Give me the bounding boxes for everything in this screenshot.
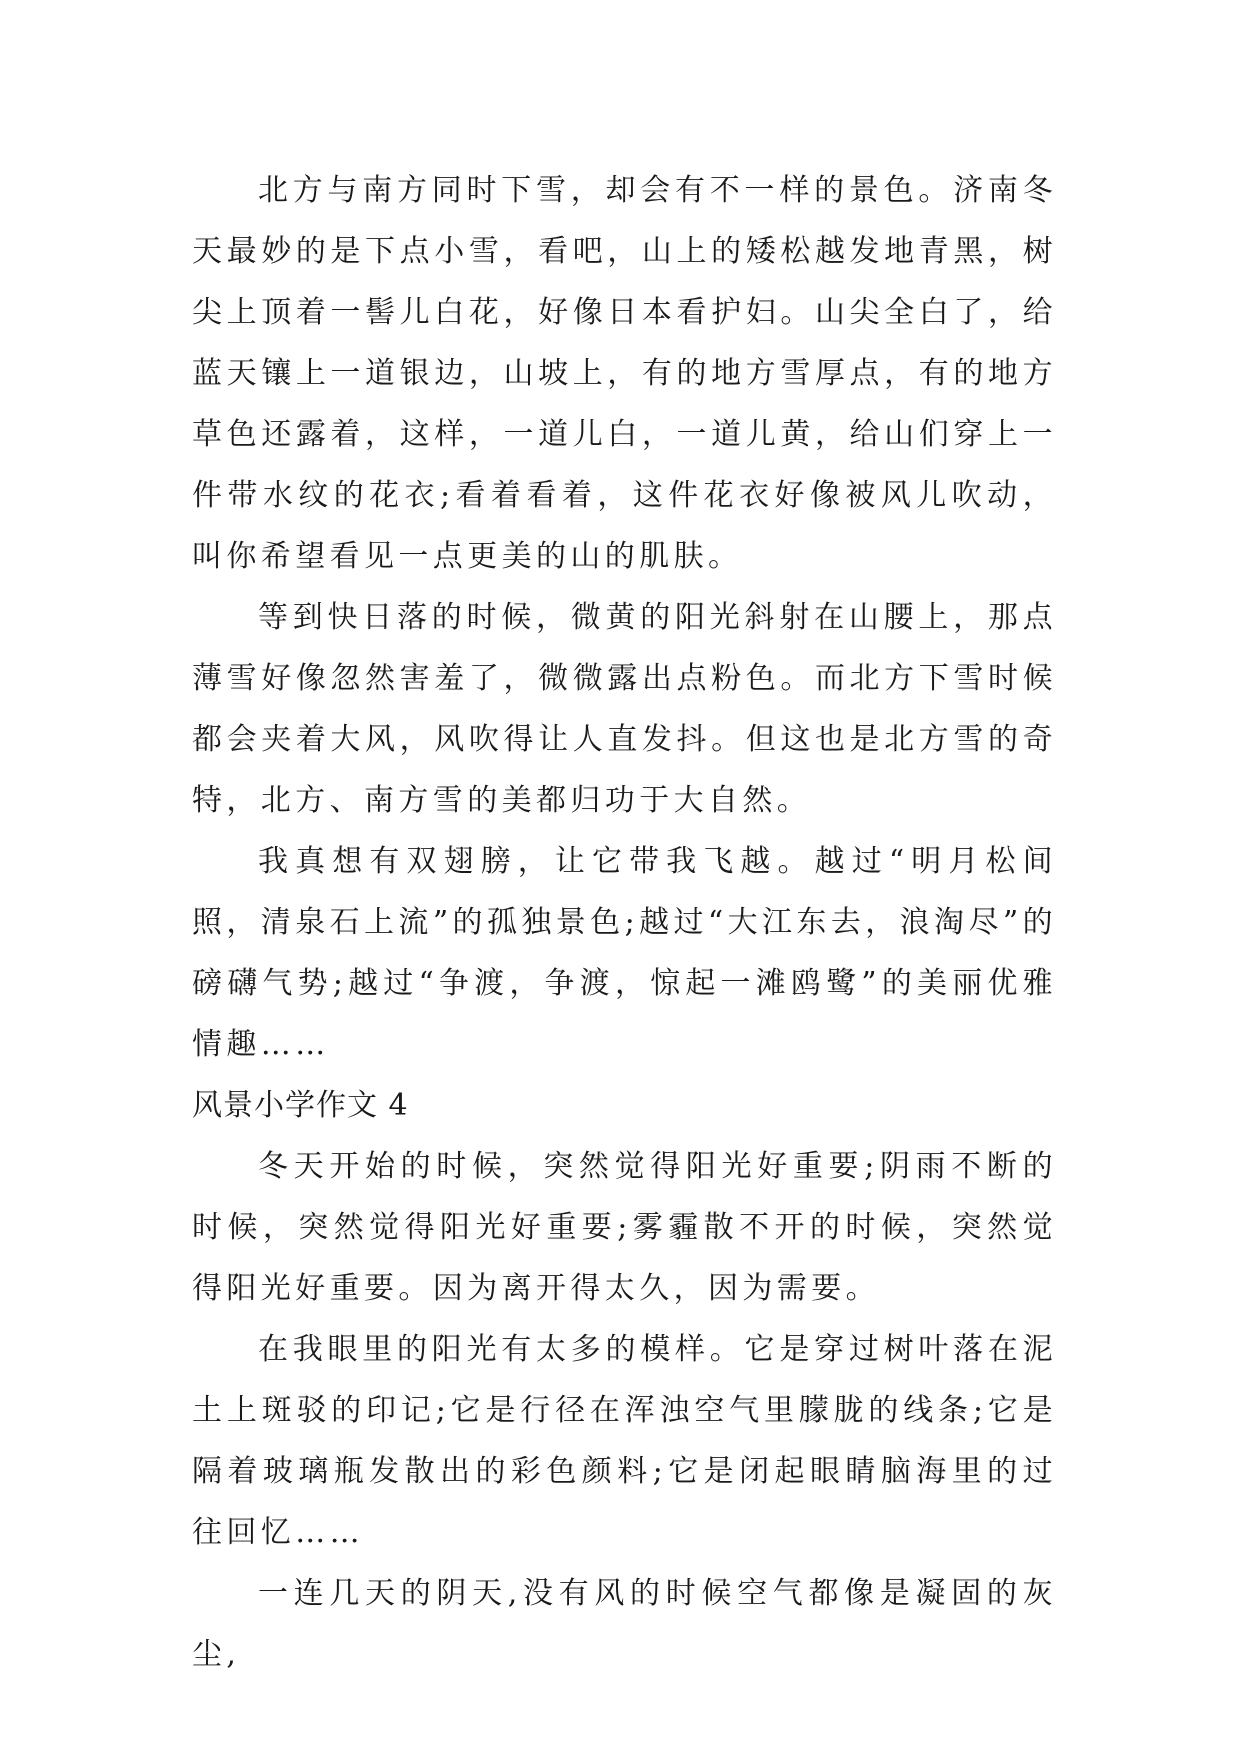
document-body xyxy=(192,160,1057,1685)
paragraph: 我真想有双翅膀，让它带我飞越。越过“明月松间照，清泉石上流”的孤独景色;越过“大江东去，浪淘尽”的磅礴气势;越过“争渡，争渡，惊起一滩鸥鹭”的美丽优雅情趣…… xyxy=(192,844,1057,1062)
paragraph: 冬天开始的时候，突然觉得阳光好重要;阴雨不断的时候，突然觉得阳光好重要;雾霾散不开的时候，突然觉得阳光好重要。因为离开得太久，因为需要。 xyxy=(192,1149,1057,1306)
paragraph: 在我眼里的阳光有太多的模样。它是穿过树叶落在泥土上斑驳的印记;它是行径在浑浊空气里朦胧的线条;它是隔着玻璃瓶发散出的彩色颜料;它是闭起眼睛脑海里的过往回忆…… xyxy=(192,1332,1057,1550)
section-heading: 风景小学作文 4 xyxy=(192,1088,409,1123)
paragraph: 一连几天的阴天,没有风的时候空气都像是凝固的灰尘, xyxy=(192,1576,1057,1672)
paragraph: 北方与南方同时下雪，却会有不一样的景色。济南冬天最妙的是下点小雪，看吧，山上的矮松越发地青黑，树尖上顶着一髻儿白花，好像日本看护妇。山尖全白了，给蓝天镶上一道银边，山坡上，有的地方雪厚点，有的地方草色还露着，这样，一道儿白，一道儿黄，给山们穿上一件带水纹的花衣;看着看着，这件花衣好像被风儿吹动，叫你希望看见一点更美的山的肌肤。 xyxy=(192,173,1057,574)
paragraph: 等到快日落的时候，微黄的阳光斜射在山腰上，那点薄雪好像忽然害羞了，微微露出点粉色。而北方下雪时候都会夹着大风，风吹得让人直发抖。但这也是北方雪的奇特，北方、南方雪的美都归功于大自然。 xyxy=(192,600,1057,818)
